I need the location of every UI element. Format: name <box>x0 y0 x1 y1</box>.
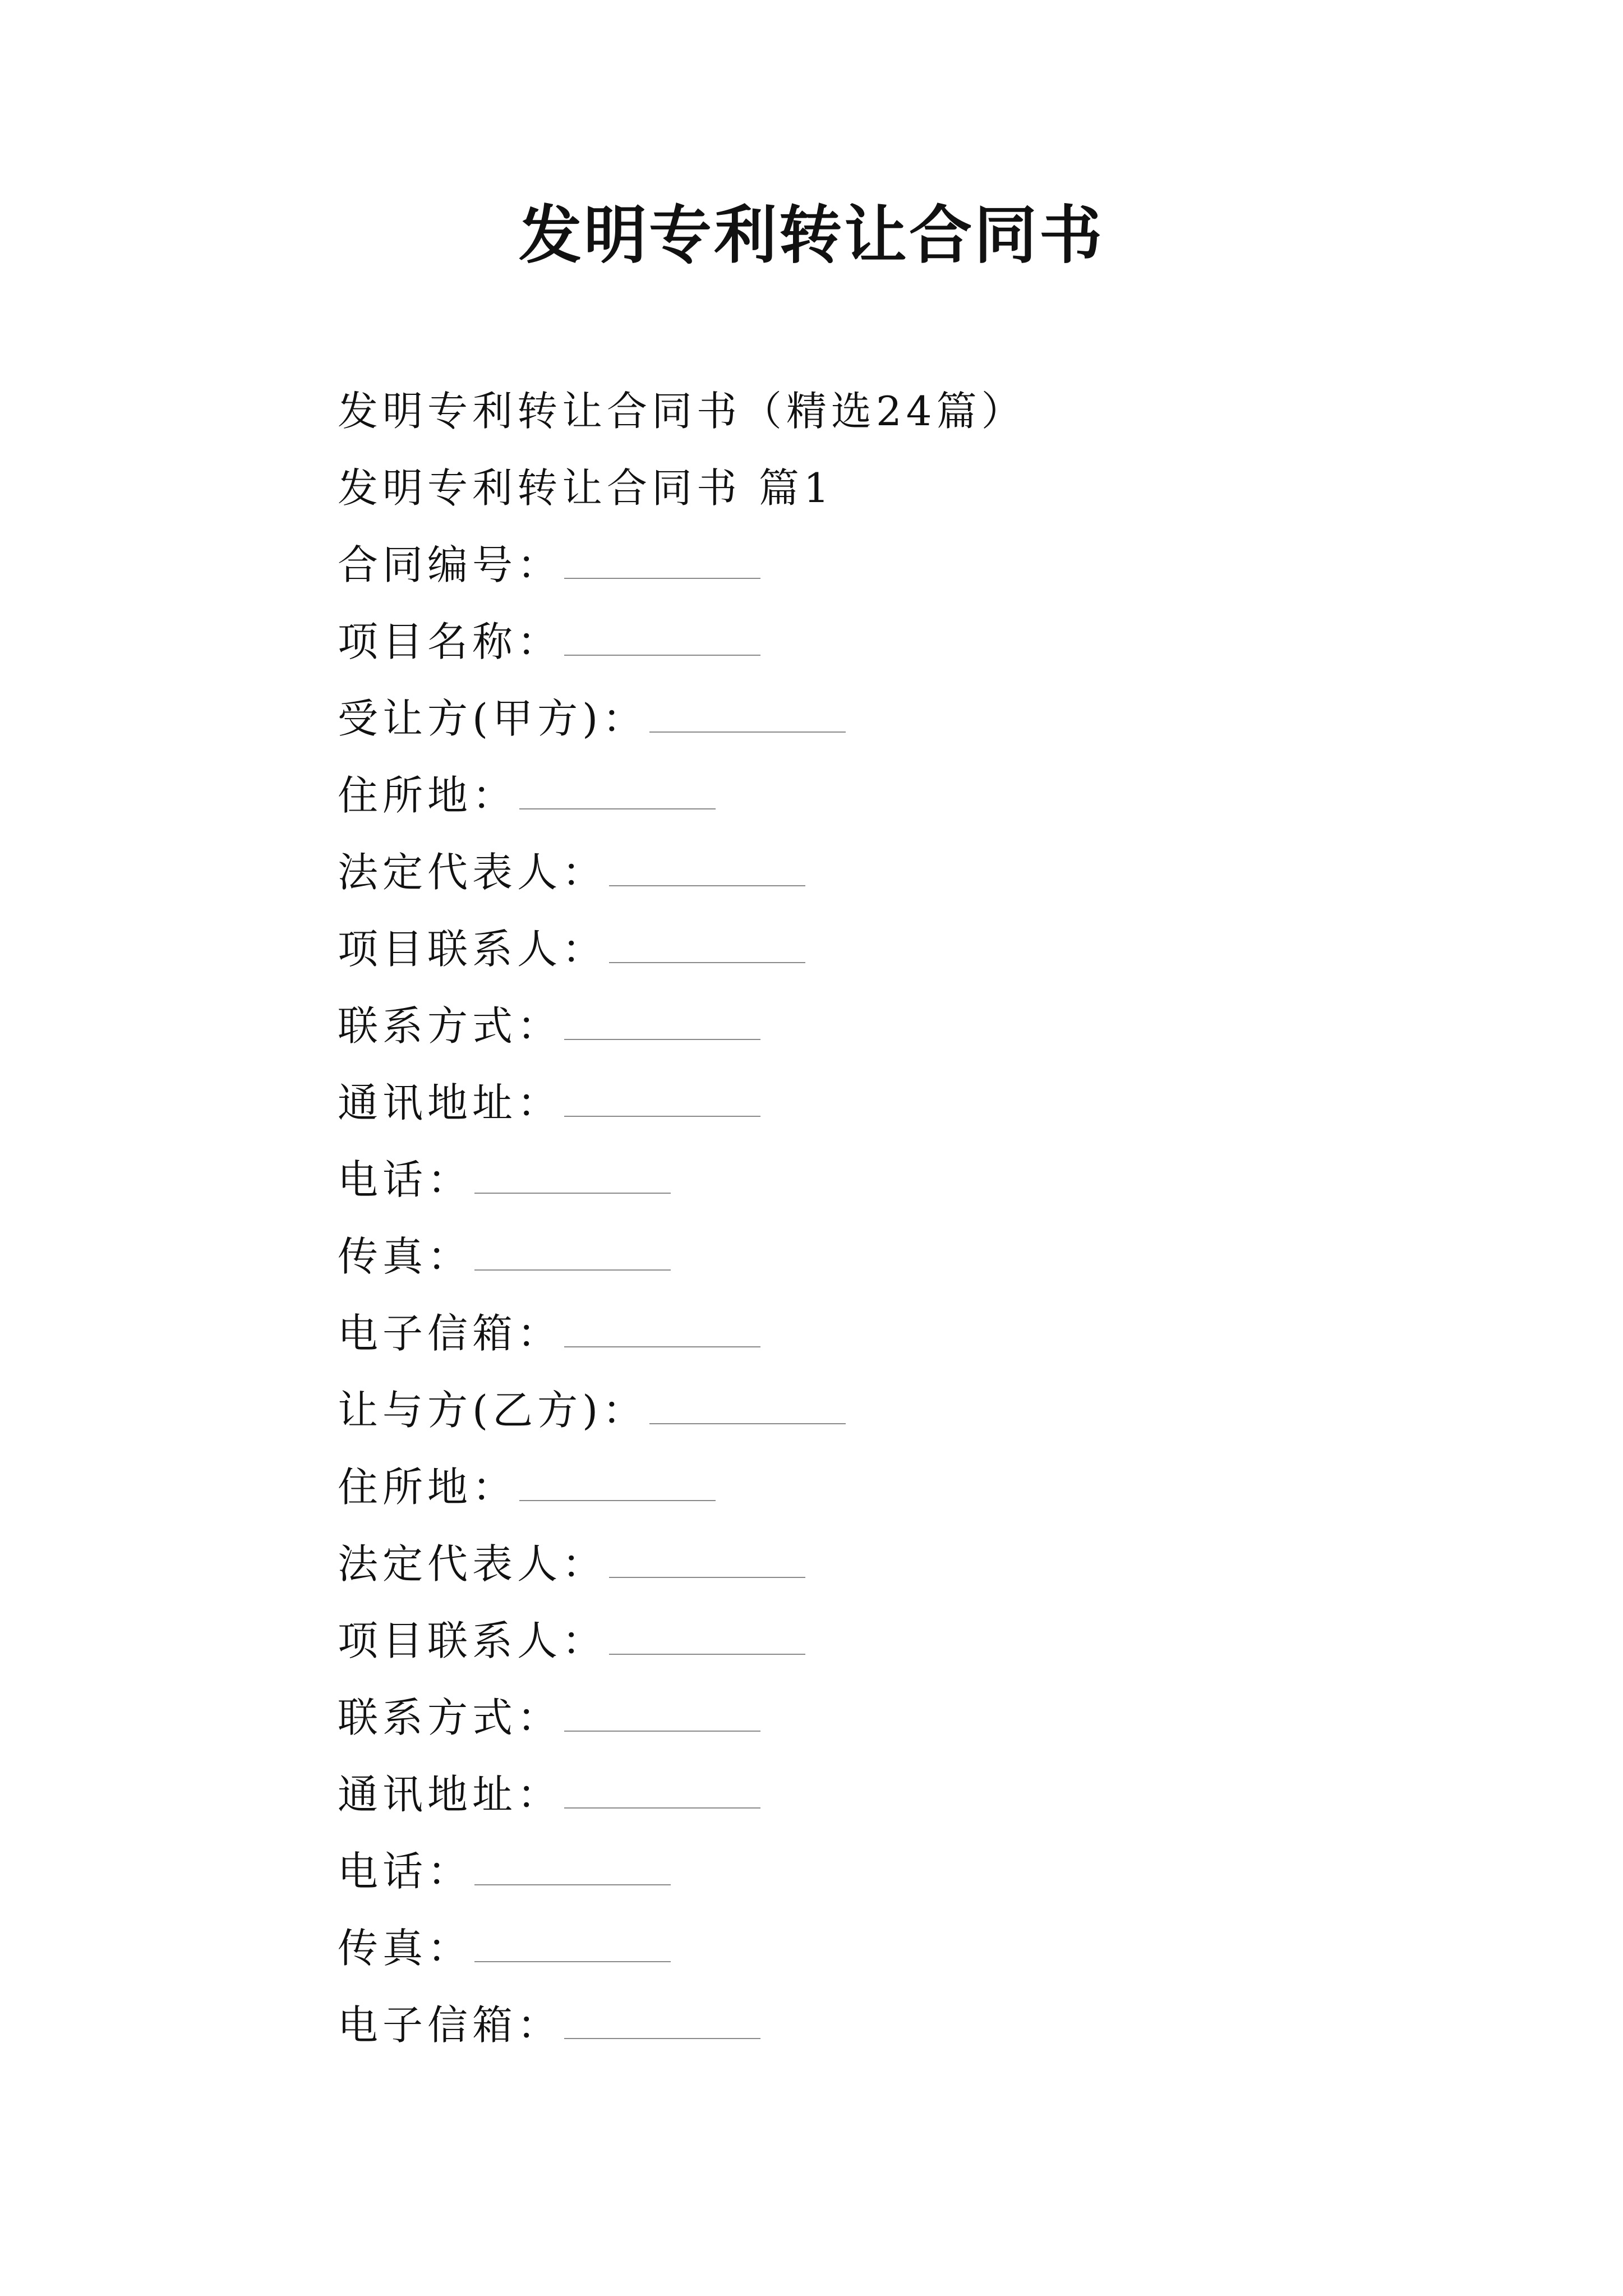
field-transferee-mailing-address <box>338 1065 1515 1142</box>
field-transferor-mailing-address <box>338 1756 1515 1833</box>
blank-line <box>564 1116 760 1117</box>
blank-line <box>474 1193 671 1194</box>
field-contract-number <box>338 527 1515 604</box>
field-project-name <box>338 604 1515 680</box>
field-transferor-email <box>338 1987 1515 2064</box>
field-label: 让与方(乙方)： <box>338 1387 648 1434</box>
field-label: 项目联系人： <box>338 926 607 973</box>
blank-line <box>609 1654 805 1655</box>
field-transferee-contact-method <box>338 988 1515 1065</box>
blank-line <box>609 885 805 886</box>
field-label: 电话： <box>338 1156 473 1203</box>
field-transferor-phone <box>338 1833 1515 1910</box>
field-transferor-address <box>338 1449 1515 1526</box>
field-label: 通讯地址： <box>338 1079 562 1126</box>
field-label: 电话： <box>338 1848 473 1895</box>
blank-line <box>564 1346 760 1347</box>
page-title: 发明专利转让合同书 <box>519 199 1104 272</box>
blank-line <box>649 1423 846 1424</box>
field-transferor-fax <box>338 1910 1515 1987</box>
field-label: 法定代表人： <box>338 849 607 896</box>
blank-line <box>519 808 716 809</box>
field-label: 电子信箱： <box>338 2001 562 2049</box>
field-transferee-contact-person <box>338 911 1515 988</box>
blank-line <box>609 1577 805 1578</box>
blank-line <box>474 1961 671 1962</box>
field-label: 法定代表人： <box>338 1540 607 1588</box>
field-transferor-contact-person <box>338 1603 1515 1680</box>
document-body <box>338 373 1515 2064</box>
blank-line <box>564 655 760 656</box>
field-transferee-legal-rep <box>338 834 1515 911</box>
field-transferor-contact-method <box>338 1680 1515 1756</box>
field-transferee <box>338 680 1515 757</box>
blank-line <box>474 1884 671 1885</box>
field-transferee-fax <box>338 1218 1515 1295</box>
blank-line <box>564 578 760 579</box>
field-label: 项目联系人： <box>338 1617 607 1664</box>
field-label: 传真： <box>338 1233 473 1280</box>
blank-line <box>519 1500 716 1501</box>
blank-line <box>564 1807 760 1809</box>
blank-line <box>474 1269 671 1271</box>
blank-line <box>564 1039 760 1040</box>
field-transferee-phone <box>338 1142 1515 1218</box>
intro-line: 发明专利转让合同书（精选24篇） <box>338 388 1026 435</box>
field-label: 项目名称： <box>338 618 562 665</box>
field-label: 通讯地址： <box>338 1771 562 1818</box>
field-label: 住所地： <box>338 1464 518 1511</box>
field-transferee-email <box>338 1295 1515 1372</box>
field-transferor-legal-rep <box>338 1526 1515 1603</box>
blank-line <box>649 731 846 733</box>
field-label: 电子信箱： <box>338 1310 562 1357</box>
field-label: 联系方式： <box>338 1694 562 1741</box>
blank-line <box>564 2038 760 2039</box>
blank-line <box>609 962 805 963</box>
field-label: 联系方式： <box>338 1002 562 1050</box>
blank-line <box>564 1731 760 1732</box>
field-label: 住所地： <box>338 772 518 819</box>
field-label: 合同编号： <box>338 541 562 588</box>
field-transferor <box>338 1372 1515 1449</box>
section-heading: 发明专利转让合同书 篇1 <box>338 464 834 512</box>
field-label: 传真： <box>338 1925 473 1972</box>
field-label: 受让方(甲方)： <box>338 695 648 742</box>
field-transferee-address <box>338 757 1515 834</box>
